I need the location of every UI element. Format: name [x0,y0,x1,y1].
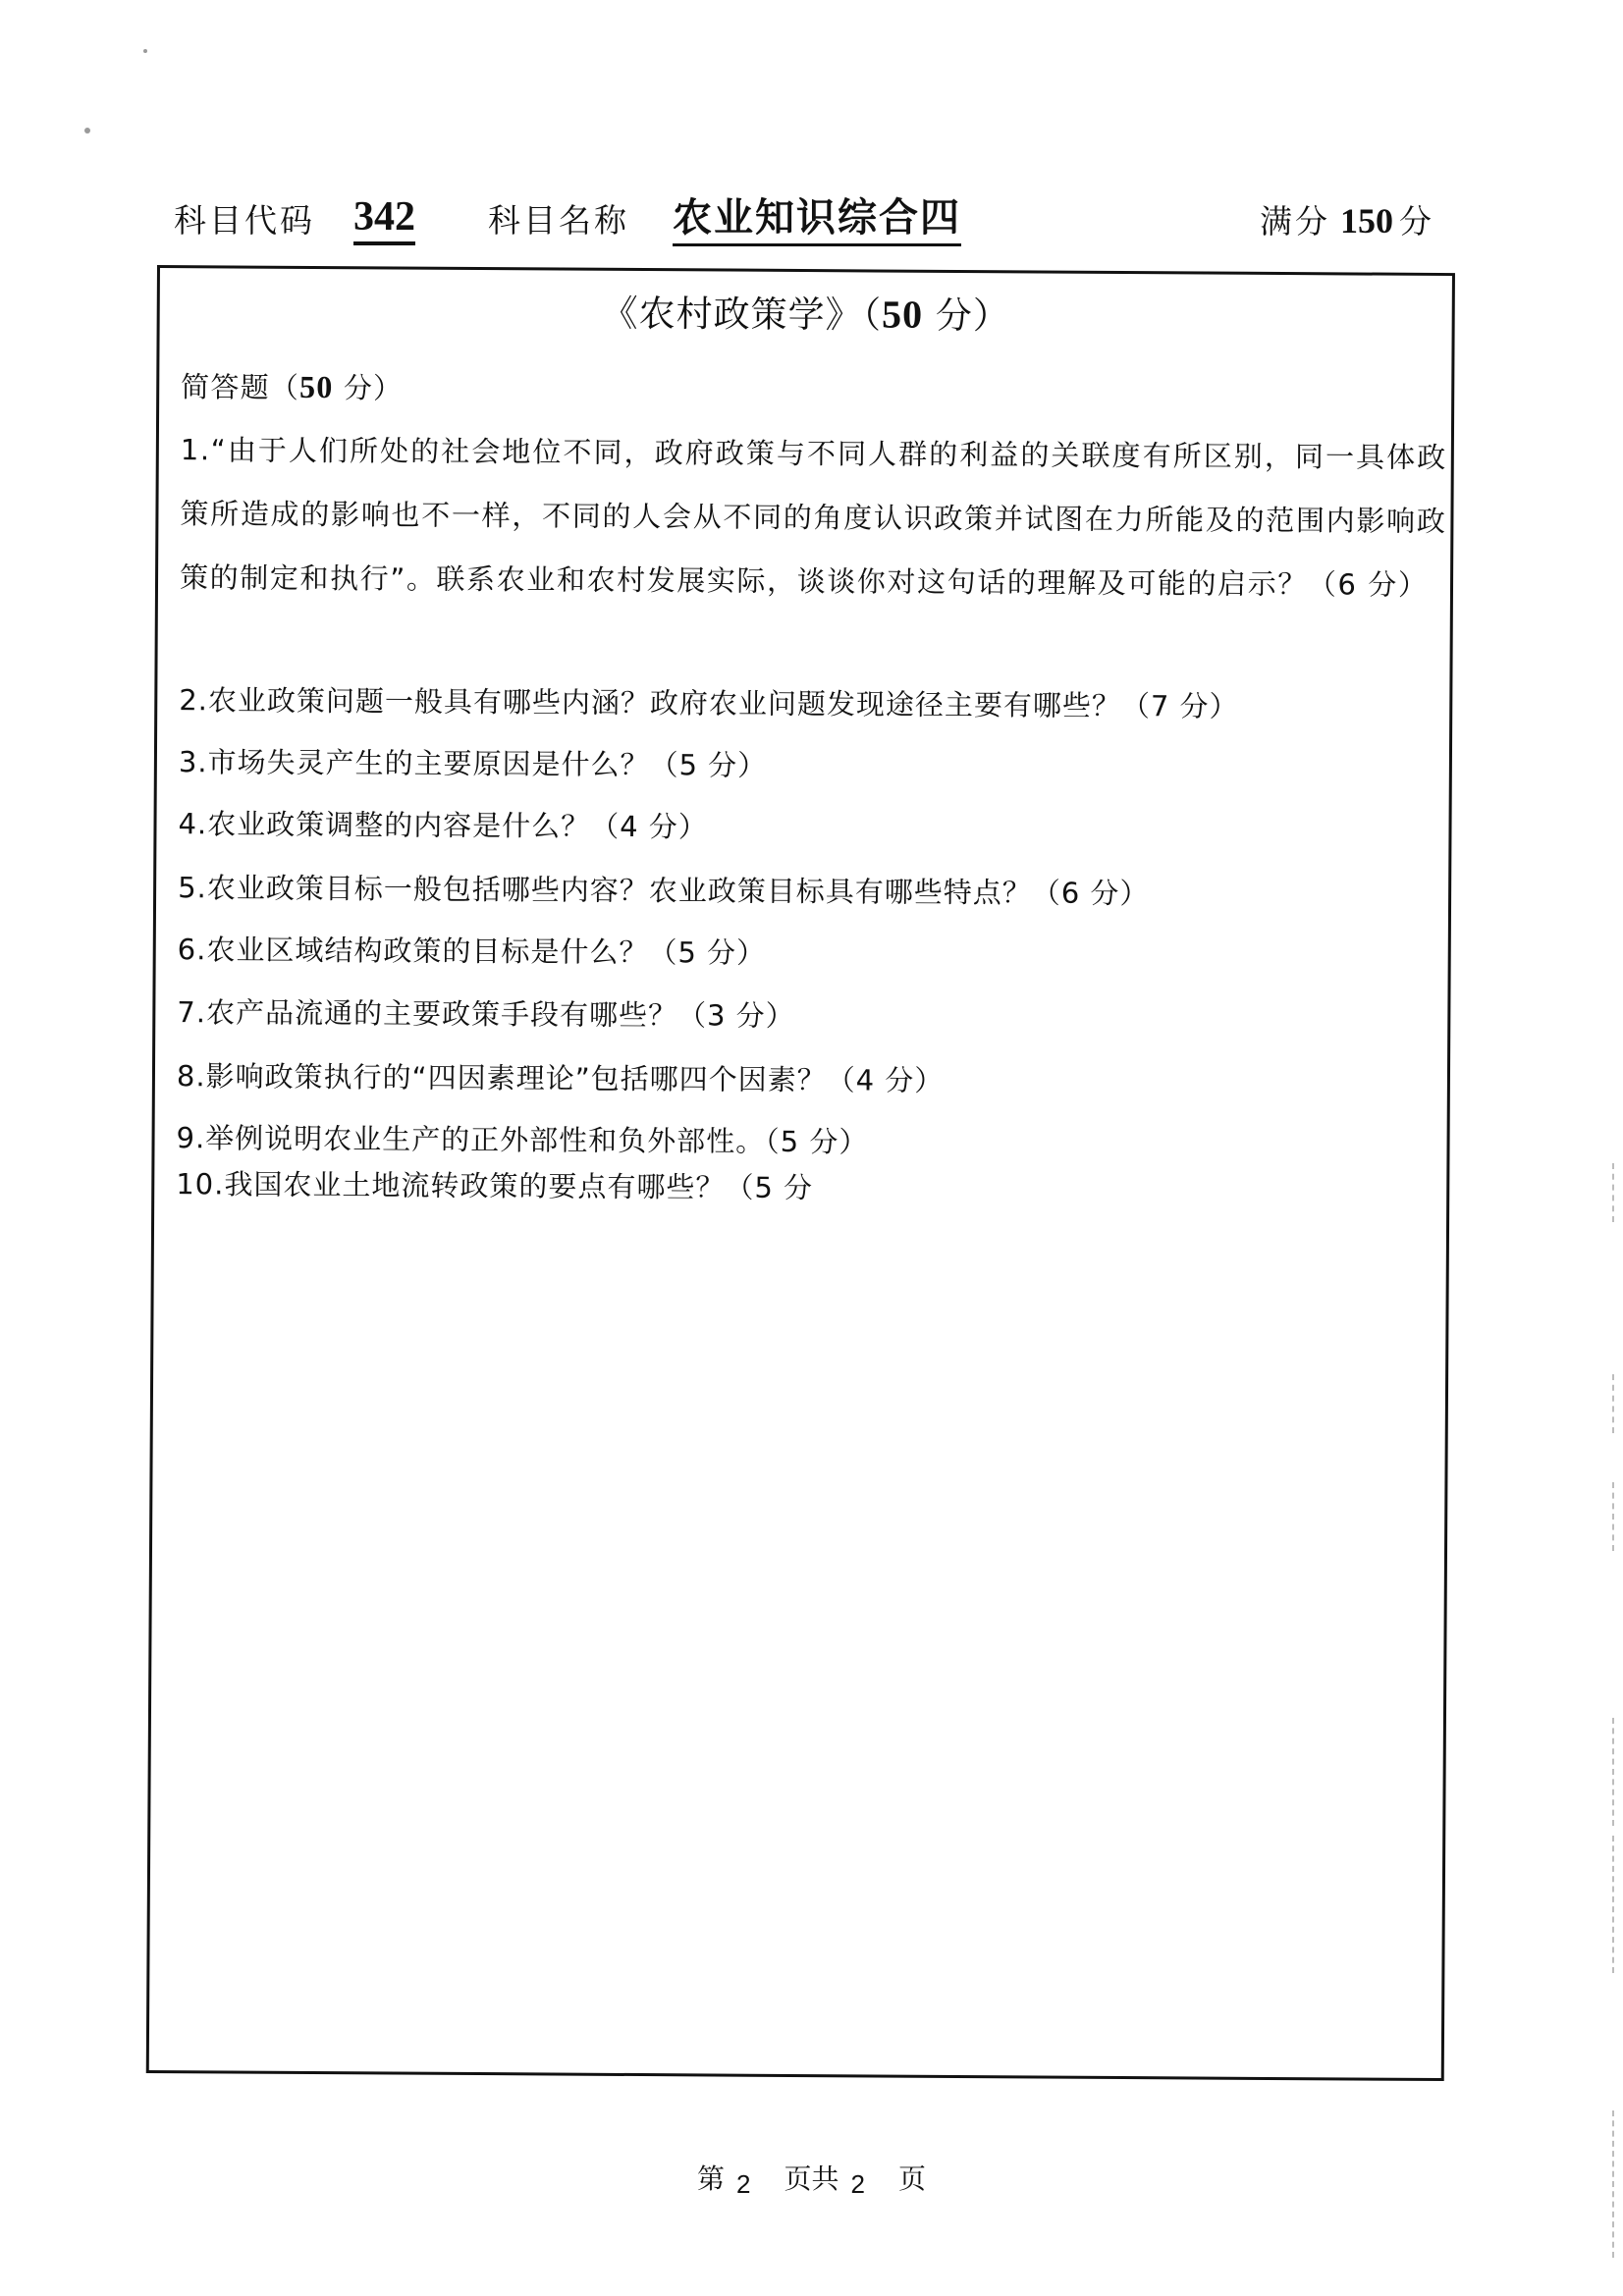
question-3: 3.市场失灵产生的主要原因是什么？（5 分） [178,745,768,782]
scan-edge-mark [1612,1374,1614,1433]
scan-speck [143,49,147,53]
question-7: 7.农产品流通的主要政策手段有哪些？（3 分） [177,995,795,1033]
page-suffix: 页 [897,2163,926,2195]
question-2: 2.农业政策问题一般具有哪些内涵？政府农业问题发现途径主要有哪些？（7 分） [179,683,1239,723]
scan-speck [84,128,90,133]
scan-edge-mark [1612,1482,1614,1551]
section-points: 50 [881,292,924,337]
question-box [146,265,1455,2081]
subsection-label: 简答题（ [181,370,300,404]
question-5: 5.农业政策目标一般包括哪些内容？农业政策目标具有哪些特点？（6 分） [178,871,1150,911]
question-10: 10.我国农业土地流转政策的要点有哪些？（5 分 [176,1167,814,1205]
page-mid: 页共 [784,2163,839,2195]
exam-header [174,196,1440,251]
subsection-suffix: 分） [333,371,404,405]
scan-edge-mark [1612,1718,1614,1826]
subject-name-value: 农业知识综合四 [673,192,961,246]
subject-code-label: 科目代码 [174,201,315,240]
current-page-number: 2 [736,2169,751,2199]
scan-edge-mark [1612,1836,1614,1973]
full-score-label: 满分 [1260,202,1330,240]
page-footer [0,2160,1623,2199]
question-1: 1.“由于人们所处的社会地位不同，政府政策与不同人群的利益的关联度有所区别，同一具体政策所造成的影响也不一样，不同的人会从不同的角度认识政策并试图在力所能及的范围内影响政策的制定和执行”。联系农业和农村发展实际，谈谈你对这句话的理解及可能的启示？（6 分） [179,433,1447,602]
full-score-unit: 分 [1399,202,1434,240]
question-9: 9.举例说明农业生产的正外部性和负外部性。（5 分） [176,1121,869,1159]
question-6: 6.农业区域结构政策的目标是什么？（5 分） [177,933,767,970]
full-score-value: 150 [1340,201,1393,240]
question-8: 8.影响政策执行的“四因素理论”包括哪四个因素？（4 分） [176,1059,945,1097]
section-title [160,286,1452,344]
subject-name-label: 科目名称 [488,201,629,240]
section-title-text: 《农村政策学》（ [601,292,883,337]
total-pages-number: 2 [850,2169,865,2199]
scan-edge-mark [1612,1163,1614,1222]
subject-code-value: 342 [353,192,415,245]
page-prefix: 第 [697,2163,726,2195]
full-score [1260,196,1434,246]
subsection-points: 50 [298,368,334,405]
question-4: 4.农业政策调整的内容是什么？（4 分） [178,807,708,844]
subsection-heading [181,354,1437,427]
section-title-suffix: 分） [922,294,1010,338]
